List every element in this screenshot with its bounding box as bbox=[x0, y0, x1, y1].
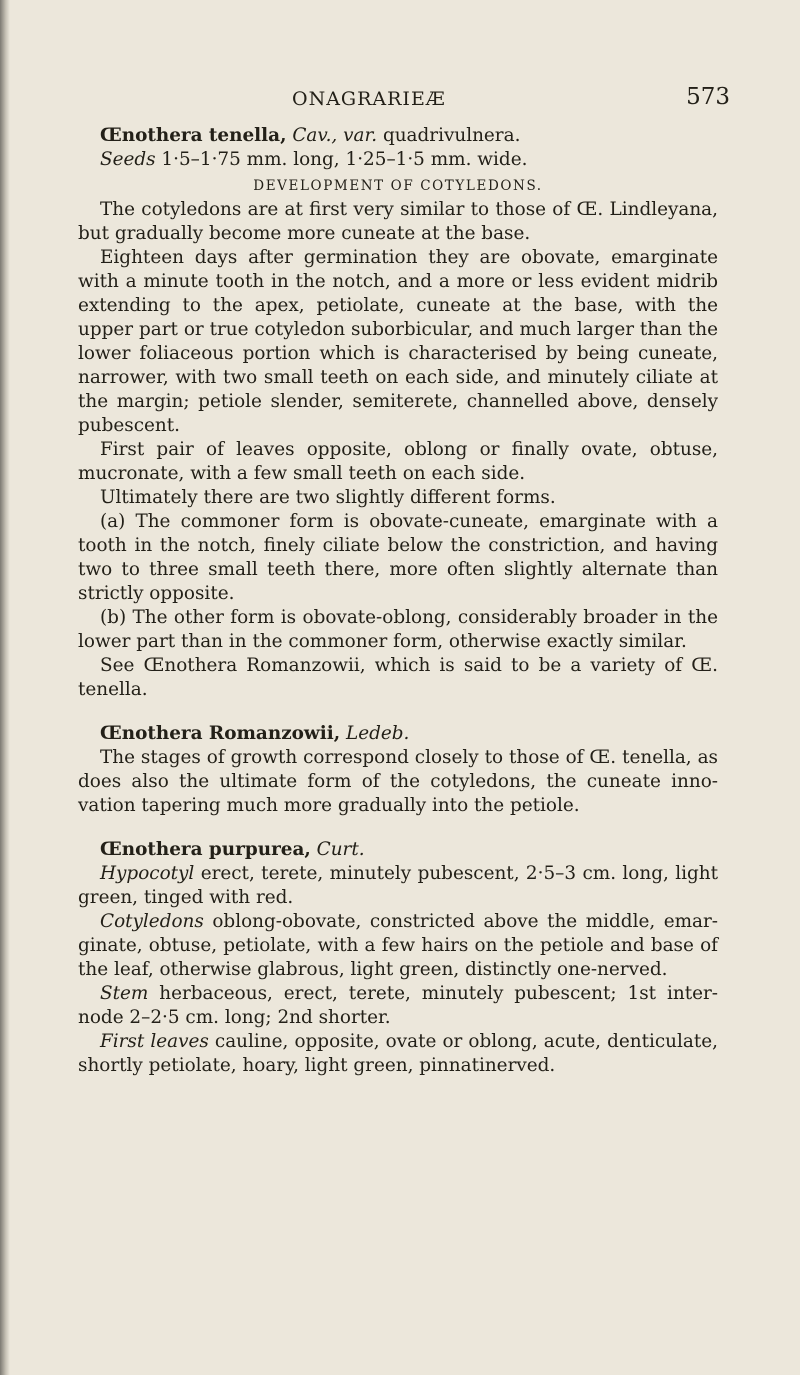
spacer bbox=[78, 702, 718, 722]
paragraph: The stages of growth correspond closely to those of Œ. tenella, as does also the ultimate form of the cotyledons, the cuneate innovation tapering much more gradually into the petiole. bbox=[78, 747, 718, 816]
species-heading-purpurea bbox=[78, 838, 718, 862]
seeds-line bbox=[78, 148, 718, 172]
cotyledons-paragraph bbox=[78, 910, 718, 982]
species-heading-tenella bbox=[78, 124, 718, 148]
species-name: Œnothera purpurea, bbox=[100, 839, 311, 860]
running-title: ONAGRARIEÆ bbox=[292, 88, 446, 110]
section-heading: DEVELOPMENT OF COTYLEDONS. bbox=[253, 178, 543, 194]
paragraph: (a) The commoner form is obovate-cuneate, emarginate with a tooth in the notch, finely ciliate below the constriction, and having two to three small teeth there, more often slightly alternate than strictly opposite. bbox=[78, 511, 718, 604]
page-edge-shadow bbox=[0, 0, 10, 1375]
book-page bbox=[78, 84, 730, 1078]
species-variety: quadrivulnera. bbox=[377, 125, 521, 146]
cotyledons-label: Cotyledons bbox=[100, 911, 204, 932]
seeds-label: Seeds bbox=[100, 149, 156, 170]
species-name: Œnothera Romanzowii, bbox=[100, 723, 341, 744]
paragraph: Ultimately there are two slightly different forms. bbox=[100, 487, 556, 508]
species-author: Curt. bbox=[310, 839, 365, 860]
stem-text: herbaceous, erect, terete, minutely pubescent; 1st internode 2–2·5 cm. long; 2nd shorter. bbox=[78, 983, 718, 1028]
stem-label: Stem bbox=[100, 983, 149, 1004]
hypocotyl-text: erect, terete, minutely pubescent, 2·5–3 cm. long, light green, tinged with red. bbox=[78, 863, 718, 908]
species-author: Ledeb. bbox=[340, 723, 410, 744]
stem-paragraph bbox=[78, 982, 718, 1030]
species-author: Cav., var. bbox=[292, 125, 378, 146]
first-leaves-paragraph bbox=[78, 1030, 718, 1078]
hypocotyl-label: Hypocotyl bbox=[100, 863, 195, 884]
species-name: Œnothera tenella, bbox=[100, 125, 287, 146]
page-number: 573 bbox=[686, 84, 730, 110]
first-leaves-text: cauline, opposite, ovate or oblong, acute, denticulate, shortly petiolate, hoary, light green, pinnatinerved. bbox=[78, 1031, 718, 1076]
paragraph: First pair of leaves opposite, oblong or finally ovate, obtuse, mucronate, with a few small teeth on each side. bbox=[78, 439, 718, 484]
cotyledons-text: oblong-obovate, constricted above the middle, emarginate, obtuse, petiolate, with a few hairs on the petiole and base of the leaf, otherwise glabrous, light green, distinctly one-nerved. bbox=[78, 911, 718, 980]
paragraph: (b) The other form is obovate-oblong, considerably broader in the lower part than in the commoner form, otherwise exactly similar. bbox=[78, 607, 718, 652]
paragraph: See Œnothera Romanzowii, which is said to be a variety of Œ. tenella. bbox=[78, 655, 718, 700]
hypocotyl-paragraph bbox=[78, 862, 718, 910]
seeds-text: 1·5–1·75 mm. long, 1·25–1·5 mm. wide. bbox=[155, 149, 528, 170]
species-heading-romanzowii bbox=[78, 722, 718, 746]
first-leaves-label: First leaves bbox=[100, 1031, 209, 1052]
running-head bbox=[78, 84, 730, 124]
paragraph: The cotyledons are at first very similar to those of Œ. Lindleyana, but gradually become more cuneate at the base. bbox=[78, 199, 718, 244]
paragraph: Eighteen days after germination they are obovate, emarginate with a minute tooth in the notch, and a more or less evident midrib extending to the apex, petiolate, cuneate at the base, with the upper part or true cotyledon suborbicular, and much larger than the lower foliaceous portion which is characterised by being cuneate, narrower, with two small teeth on each side, and minutely ciliate at the margin; petiole slender, semiterete, channelled above, densely pubescent. bbox=[78, 247, 718, 436]
spacer bbox=[78, 818, 718, 838]
